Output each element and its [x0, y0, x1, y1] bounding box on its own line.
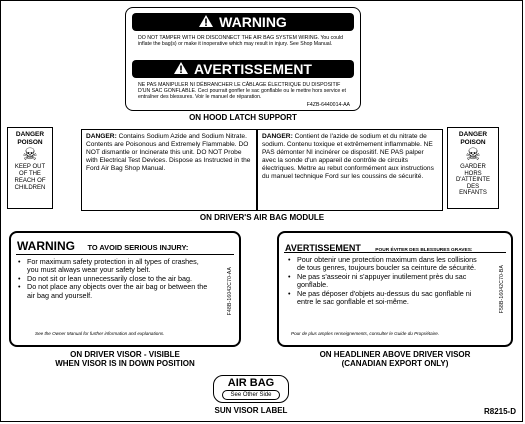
visor-english-caption1: ON DRIVER VISOR - VISIBLE	[70, 350, 180, 359]
english-danger-text: Contains Sodium Azide and Sodium Nitrate. Contents are Poisonous and Extremely Flammable. DO NOT dismantle or Incinerate this unit. DO NOT Probe with Electrical Test Devices. Dispose as Instructed in the Ford Air Bag Shop Manual.	[86, 133, 251, 172]
visor-label-english	[9, 231, 241, 347]
poison-label-french	[447, 127, 499, 209]
hood-latch-label	[125, 7, 361, 111]
module-label-english	[81, 129, 257, 211]
warning-triangle-icon	[174, 60, 188, 78]
poison-danger: DANGER	[15, 131, 45, 138]
visor-french-header	[285, 238, 473, 256]
warning-banner	[132, 13, 354, 31]
visor-english-bullets	[17, 258, 211, 300]
visor-label-french	[277, 231, 513, 347]
avertissement-title: AVERTISSEMENT	[194, 61, 312, 77]
warning-text: DO NOT TAMPER WITH OR DISCONNECT THE AIR BAG SYSTEM WIRING. You could inflate the bag(s) or make it inoperative which may result in injury. See Shop Manual.	[138, 35, 344, 48]
poison-line4: HORS	[464, 170, 482, 177]
poison-danger: DANGER	[458, 131, 488, 138]
sun-visor-subtitle: See Other Side	[230, 392, 272, 398]
list-item: • Do not place any objects over the air bag or between the air bag and yourself.	[17, 283, 211, 300]
module-label-french	[257, 129, 443, 211]
list-item: • Ne pas déposer d'objets au-dessus du sac gonflable ni entre le sac gonflable et soi-même.	[287, 290, 483, 307]
poison-word: POISON	[17, 138, 43, 146]
poison-line7: ENFANTS	[459, 190, 487, 197]
visor-french-bullets	[287, 256, 483, 306]
list-item: • Do not sit or lean unnecessarily close to the air bag.	[17, 275, 211, 283]
hood-latch-caption: ON HOOD LATCH SUPPORT	[189, 113, 297, 122]
avertissement-banner	[132, 60, 354, 78]
poison-label-english	[7, 127, 53, 209]
warning-title: WARNING	[219, 14, 287, 30]
part-number: F4ZB-6440014-AA	[306, 102, 350, 108]
list-item: • For maximum safety protection in all types of crashes, you must always wear your safety belt.	[17, 258, 211, 275]
french-danger-text: Contient de l'azide de sodium et du nitrate de sodium. Contenu toxique et extrêmement inflammable. NE PAS démonter NI incinérer ce dispositif. NE PAS palper avec la sonde d'un appareil de contrôle de circuits électriques. Mettre au rebut conformément aux instructions du manuel technique Ford sur les coussins de sécurité.	[262, 133, 434, 180]
poison-line6: DES	[466, 183, 480, 190]
module-caption: ON DRIVER'S AIR BAG MODULE	[199, 213, 325, 222]
visor-french-title: AVERTISSEMENT	[285, 243, 361, 253]
poison-line4: OF THE	[19, 171, 41, 177]
poison-word: POISON	[460, 138, 486, 146]
visor-french-caption2: (CANADIAN EXPORT ONLY)	[341, 359, 449, 368]
figure-id: R8215-D	[483, 407, 516, 416]
poison-line5: REACH OF	[14, 178, 46, 184]
visor-french-caption1: ON HEADLINER ABOVE DRIVER VISOR	[319, 350, 471, 359]
visor-french-footer: Pour de plus amples renseignements, consulter le Guide du Propriétaire.	[291, 331, 440, 336]
skull-crossbones-icon: ☠	[22, 145, 38, 164]
skull-crossbones-icon: ☠	[465, 145, 481, 164]
sun-visor-label	[213, 375, 289, 403]
avertissement-text: NE PAS MANIPULER NI DÉBRANCHER LE CÂBLAGE ÉLECTRIQUE DU DISPOSITIF D'UN SAC GONFLABLE. Ceci pourrait gonfler le sac gonflable ou le mettre hors service et entraîner des blessures. Voir le manuel de réparation.	[138, 82, 347, 101]
visor-french-rule	[284, 252, 506, 253]
poison-line3: GARDER	[460, 164, 486, 170]
list-item: • Pour obtenir une protection maximum dans les collisions de tous genres, toujours boucler sa ceinture de sécurité.	[287, 256, 483, 273]
visor-french-part-number: F58B-16042C70-BA	[499, 265, 505, 314]
sun-visor-subtitle-box	[222, 390, 280, 400]
poison-line5: D'ATTEINTE	[455, 177, 491, 184]
english-danger-heading: DANGER:	[86, 133, 117, 140]
poison-line3: KEEP OUT	[14, 164, 46, 170]
visor-english-subtitle: TO AVOID SERIOUS INJURY:	[87, 243, 189, 252]
visor-english-rule	[16, 254, 234, 255]
visor-english-caption2: WHEN VISOR IS IN DOWN POSITION	[55, 359, 195, 368]
warning-triangle-icon	[199, 13, 213, 31]
visor-english-title: WARNING	[17, 239, 75, 253]
french-danger-heading: DANGER:	[262, 133, 293, 140]
list-item: • Ne pas s'asseoir ni s'appuyer inutilement près du sac gonflable.	[287, 273, 483, 290]
visor-french-subtitle: POUR ÉVITER DES BLESSURES GRAVES:	[375, 248, 473, 253]
poison-line6: CHILDREN	[14, 185, 46, 191]
visor-english-header	[17, 237, 188, 255]
visor-english-footer: See the Owner Manual for further information and explanations.	[35, 331, 165, 336]
sun-visor-caption: SUN VISOR LABEL	[214, 406, 288, 415]
visor-english-part-number: F48B-16042C70-AA	[227, 267, 233, 316]
sun-visor-title: AIR BAG	[227, 377, 275, 389]
